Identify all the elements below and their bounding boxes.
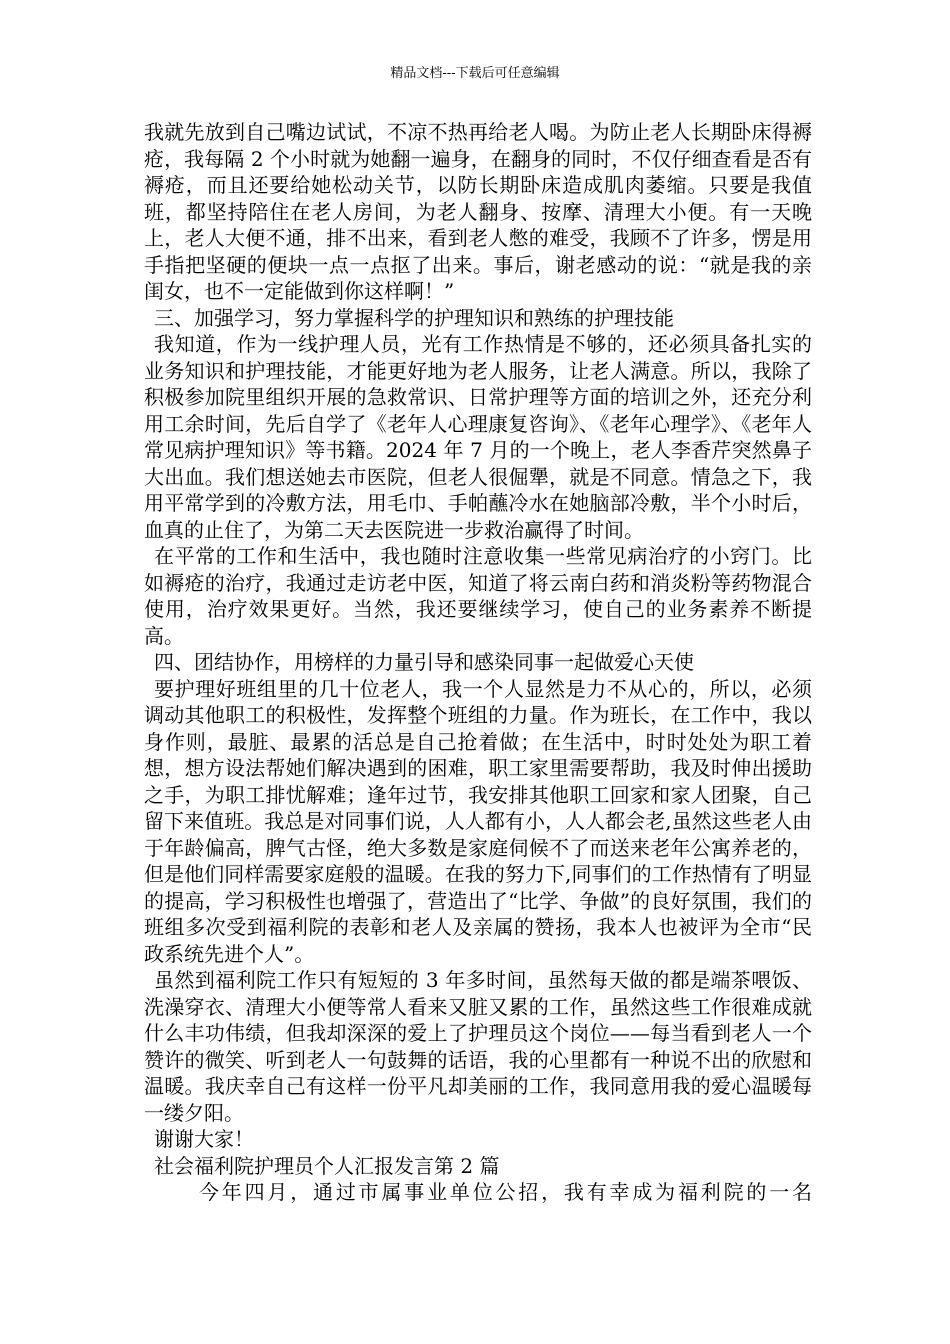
section-heading-4: 四、团结协作，用榜样的力量引导和感染同事一起做爱心天使 (154, 650, 694, 674)
paragraph-teamwork: 要护理好班组里的几十位老人，我一个人显然是力不从心的，所以，必须调动其他职工的积极性，发挥整个班组的力量。作为班长，在工作中，我以身作则，最脏、最累的活总是自己抢着做；在生活中，时时处处为职工着想，想方设法帮她们解决遇到的困难，职工家里需要帮助，我及时伸出援助之手，为职工排忧解难；逢年过节，我安排其他职工回家和家人团聚，自己留下来值班。我总是对同事们说，人人都有小，人人都会老,虽然这些老人由于年龄偏高，脾气古怪，绝大多数是家庭伺候不了而送来老年公寓养老的，但是他们同样需要家庭般的温暖。在我的努力下,同事们的工作热情有了明显的提高，学习积极性也增强了，营造出了“比学、争做”的良好氛围，我们的班组多次受到福利院的表彰和老人及亲属的赞扬，我本人也被评为全市“民政系统先进个人”。 (144, 676, 812, 966)
paragraph-opening-part-2: 今年四月，通过市属事业单位公招，我有幸成为福利院的一名 (199, 1180, 812, 1204)
article-title-part-2: 社会福利院护理员个人汇报发言第 2 篇 (154, 1153, 500, 1178)
document-body (144, 119, 812, 1206)
paragraph-remedies: 在平常的工作和生活中，我也随时注意收集一些常见病治疗的小窍门。比如褥疮的治疗，我通过走访老中医，知道了将云南白药和消炎粉等药物混合使用，治疗效果更好。当然，我还要继续学习，使自己的业务素养不断提高。 (144, 544, 812, 648)
section-heading-3: 三、加强学习，努力掌握科学的护理知识和熟练的护理技能 (154, 305, 674, 330)
paragraph-reflection: 虽然到福利院工作只有短短的 3 年多时间，虽然每天做的都是端茶喂饭、洗澡穿衣、清理大小便等常人看来又脏又累的工作，虽然这些工作很难成就什么丰功伟绩，但我却深深的爱上了护理员这个岗位——每当看到老人一个赞许的微笑、听到老人一句鼓舞的话语，我的心里都有一种说不出的欣慰和温暖。我庆幸自己有这样一份平凡却美丽的工作，我同意用我的爱心温暖每一缕夕阳。 (144, 968, 812, 1125)
paragraph-learning: 我知道，作为一线护理人员，光有工作热情是不够的，还必须具备扎实的业务知识和护理技能，才能更好地为老人服务，让老人满意。所以，我除了积极参加院里组织开展的急救常识、日常护理等方面的培训之外，还充分利用工余时间，先后自学了《老年人心理康复咨询》、《老年心理学》、《老年人常见病护理知识》等书籍。2024 年 7 月的一个晚上，老人李香芹突然鼻子大出血。我们想送她去市医院，但老人很倔犟，就是不同意。情急之下，我用平常学到的冷敷方法，用毛巾、手帕蘸冷水在她脑部冷敷，半个小时后，血真的止住了，为第二天去医院进一步救治赢得了时间。 (144, 332, 812, 542)
page-header: 精品文档---下载后可任意编辑 (390, 66, 560, 81)
paragraph-thanks: 谢谢大家！ (154, 1127, 254, 1151)
paragraph-care-details: 我就先放到自己嘴边试试，不凉不热再给老人喝。为防止老人长期卧床得褥疮，我每隔 2 个小时就为她翻一遍身，在翻身的同时，不仅仔细查看是否有褥疮，而且还要给她松动关节，以防长期卧床造成肌肉萎缩。只要是我值班，都坚持陪住在老人房间，为老人翻身、按摩、清理大小便。有一天晚上，老人大便不通，排不出来，看到老人憋的难受，我顾不了许多，愣是用手指把坚硬的便块一点一点抠了出来。事后，谢老感动的说：“就是我的亲闺女，也不一定能做到你这样啊！” (144, 120, 812, 303)
